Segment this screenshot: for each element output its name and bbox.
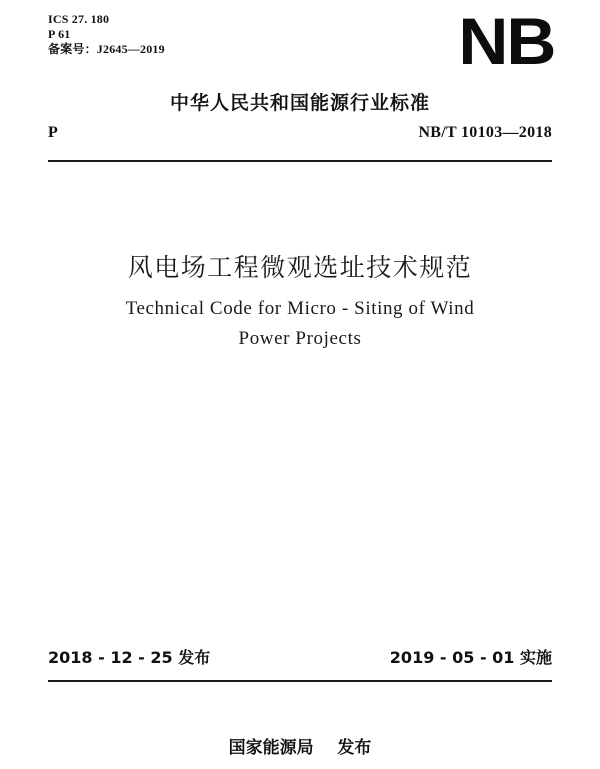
title-chinese: 风电场工程微观选址技术规范	[127, 253, 473, 282]
classification-code: P 61	[48, 27, 71, 41]
record-number: 备案号：J2645—2019	[48, 42, 165, 56]
publisher: 国家能源局 发布	[228, 738, 372, 758]
implementation-date: 2019 - 05 - 01 实施	[389, 648, 552, 667]
top-divider	[48, 160, 552, 162]
ics-code: ICS 27. 180	[48, 12, 110, 26]
industry-standard-heading: 中华人民共和国能源行业标准	[169, 92, 430, 114]
title-english-line1: Technical Code for Micro - Siting of Wind	[125, 298, 475, 319]
title-english-line2: Power Projects	[238, 328, 362, 349]
bottom-divider	[48, 680, 552, 682]
class-letter: P	[48, 124, 58, 141]
nb-logo: NB	[458, 4, 554, 78]
standard-number: NB/T 10103—2018	[418, 124, 552, 141]
issue-date: 2018 - 12 - 25 发布	[48, 648, 211, 667]
